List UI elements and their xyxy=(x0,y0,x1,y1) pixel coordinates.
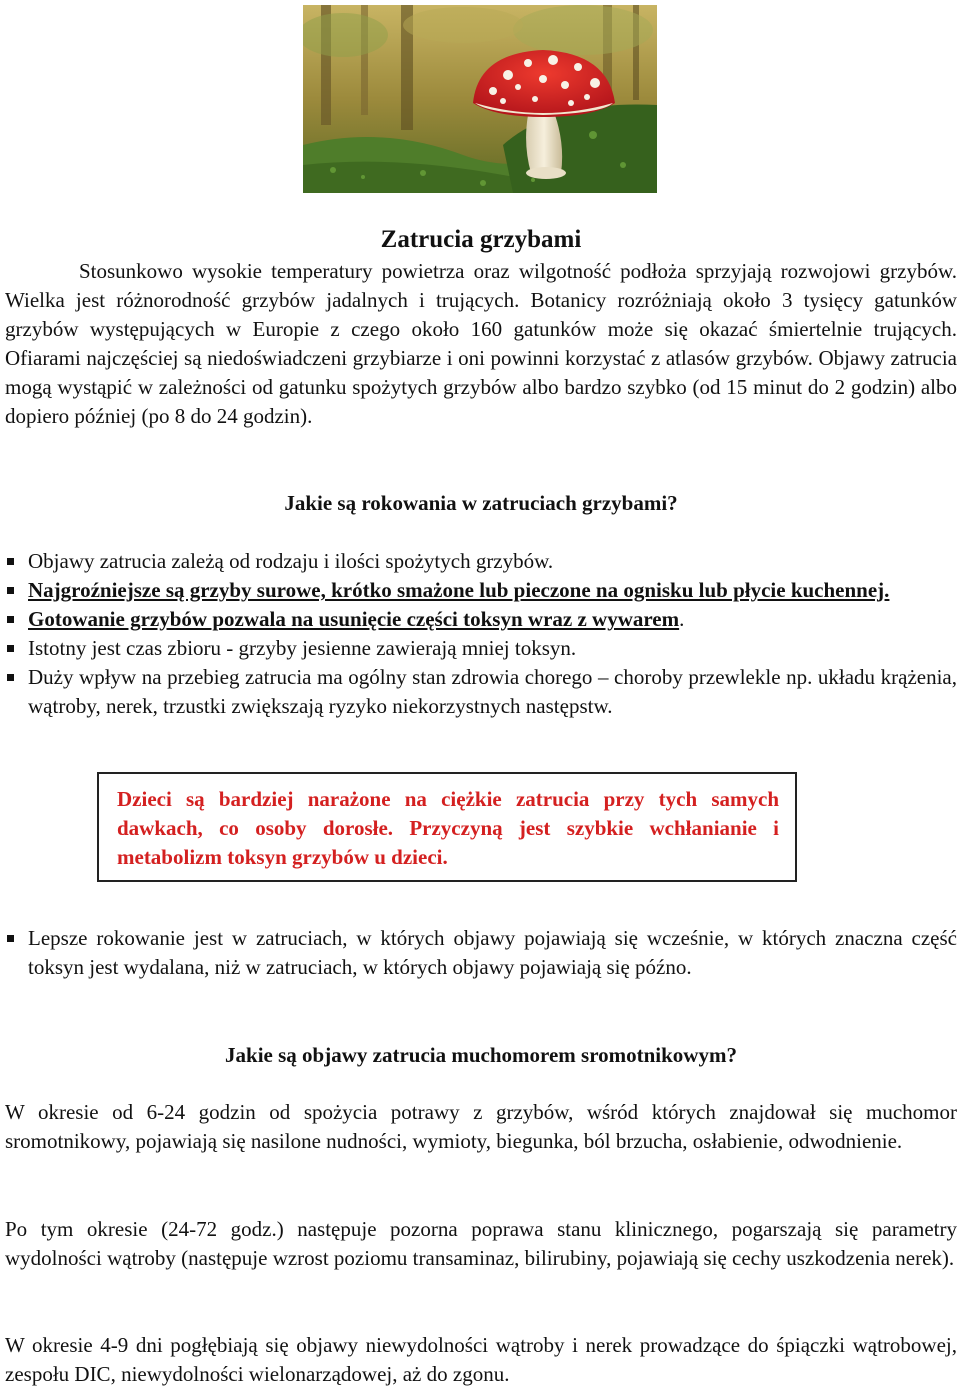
list-item xyxy=(5,576,957,605)
bullet-text: Istotny jest czas zbioru - grzyby jesienne zawierają mniej toksyn. xyxy=(28,636,577,660)
bullet-text-emphasized: Gotowanie grzybów pozwala na usunięcie części toksyn wraz z wywarem xyxy=(28,607,680,631)
prognosis-bullet-list xyxy=(5,547,957,721)
section-heading-prognosis: Jakie są rokowania w zatruciach grzybami? xyxy=(284,491,678,515)
fly-agaric-mushroom-photo xyxy=(303,5,657,193)
symptoms-paragraph: W okresie 4-9 dni pogłębiają się objawy niewydolności wątroby i nerek prowadzące do śpiączki wątrobowej, zespołu DIC, niewydolności wielonarządowej, aż do zgonu. xyxy=(5,1333,957,1386)
bullet-text: Lepsze rokowanie jest w zatruciach, w których objawy pojawiają się wcześnie, w których znaczna część toksyn jest wydalana, niż w zatruciach, w których objawy pojawiają się późno. xyxy=(28,926,957,979)
square-bullet-icon xyxy=(7,674,14,681)
list-item xyxy=(5,634,957,663)
square-bullet-icon xyxy=(7,587,14,594)
page-title: Zatrucia grzybami xyxy=(380,226,582,253)
list-item xyxy=(5,924,957,982)
square-bullet-icon xyxy=(7,558,14,565)
prognosis-bullet-list-continued xyxy=(5,924,957,982)
children-warning-box xyxy=(97,772,797,882)
intro-paragraph: Stosunkowo wysokie temperatury powietrza oraz wilgotność podłoża sprzyjają rozwojowi grzybów. Wielka jest różnorodność grzybów jadalnych i trujących. Botanicy rozróżniają około 3 tysięcy gatunków grzybów występujących w Europie z czego około 160 gatunków może się okazać śmiertelnie trujących. Ofiarami najczęściej są niedoświadczeni grzybiarze i oni powinni korzystać z atlasów grzybów. Objawy zatrucia mogą wystąpić w zależności od gatunku spożytych grzybów albo bardzo szybko (od 15 minut do 2 godzin) albo dopiero później (po 8 do 24 godzin). xyxy=(5,259,957,428)
warning-text: Dzieci są bardziej narażone na ciężkie zatrucia przy tych samych dawkach, co osoby dorosłe. Przyczyną jest szybkie wchłanianie i metabolizm toksyn grzybów u dzieci. xyxy=(117,787,779,869)
bullet-text-suffix: . xyxy=(679,607,685,631)
section-heading-symptoms: Jakie są objawy zatrucia muchomorem sromotnikowym? xyxy=(225,1043,737,1067)
symptoms-paragraph: W okresie od 6-24 godzin od spożycia potrawy z grzybów, wśród których znajdował się muchomor sromotnikowy, pojawiają się nasilone nudności, wymioty, biegunka, ból brzucha, osłabienie, odwodnienie. xyxy=(5,1100,957,1153)
symptoms-paragraph: Po tym okresie (24-72 godz.) następuje pozorna poprawa stanu klinicznego, pogarszają się parametry wydolności wątroby (następuje wzrost poziomu transaminaz, bilirubiny, pojawiają się cechy uszkodzenia nerek). xyxy=(5,1217,957,1270)
square-bullet-icon xyxy=(7,616,14,623)
square-bullet-icon xyxy=(7,645,14,652)
bullet-text: Duży wpływ na przebieg zatrucia ma ogólny stan zdrowia chorego – choroby przewlekle np. układu krążenia, wątroby, nerek, trzustki zwiększają ryzyko niekorzystnych następstw. xyxy=(28,665,957,718)
square-bullet-icon xyxy=(7,935,14,942)
list-item xyxy=(5,605,957,634)
bullet-text: Objawy zatrucia zależą od rodzaju i ilości spożytych grzybów. xyxy=(28,549,554,573)
list-item xyxy=(5,547,957,576)
bullet-text-emphasized: Najgroźniejsze są grzyby surowe, krótko smażone lub pieczone na ognisku lub płycie kuchennej. xyxy=(28,578,890,602)
list-item xyxy=(5,663,957,721)
